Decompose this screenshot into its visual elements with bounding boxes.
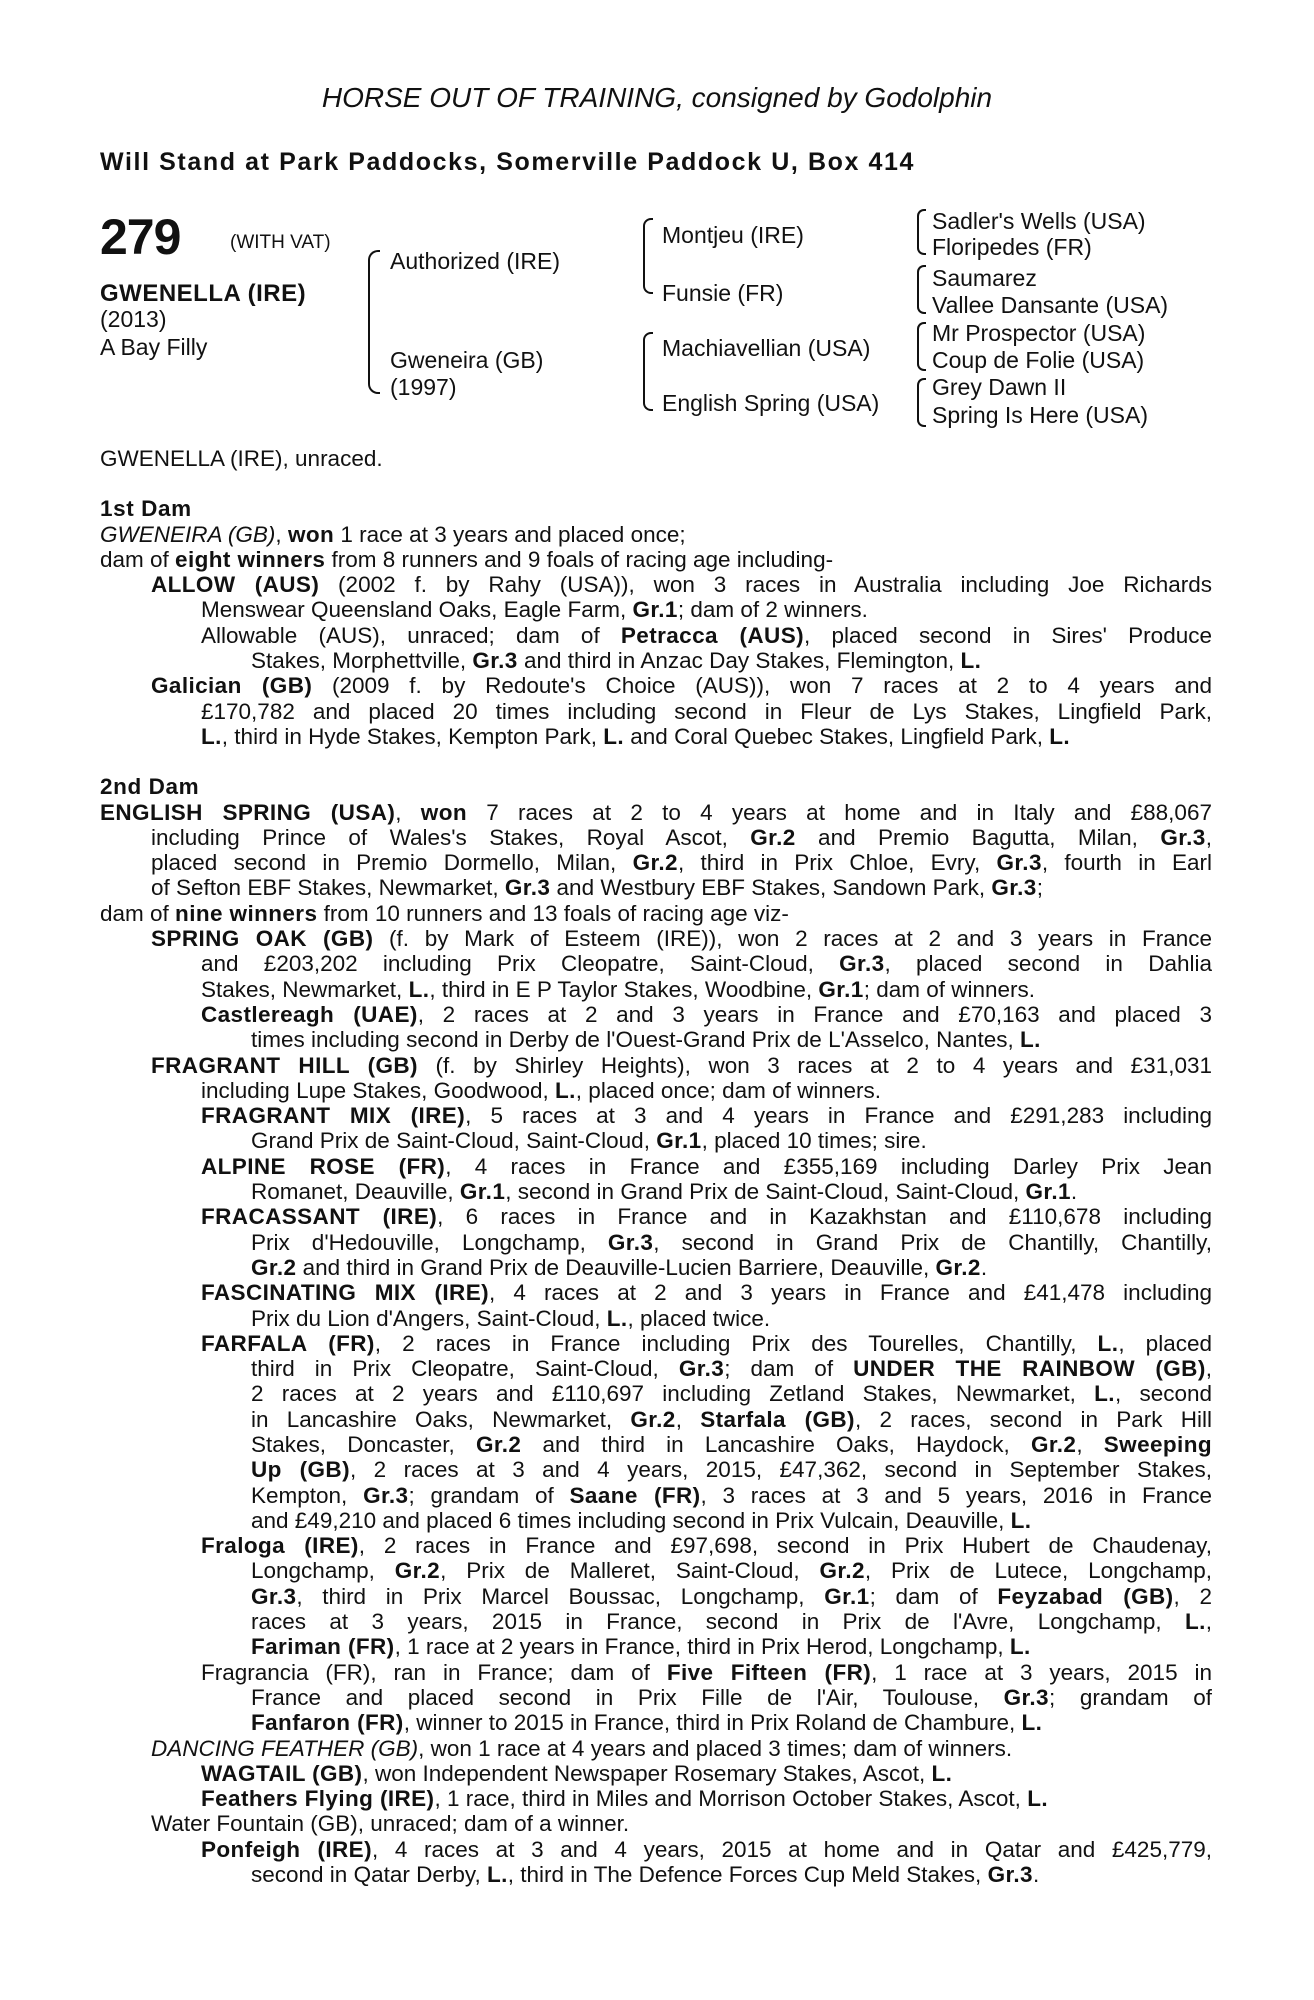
text-line: Longchamp, Gr.2, Prix de Malleret, Saint-Cloud, Gr.2, Prix de Lutece, Longchamp,	[251, 1558, 1212, 1584]
text-line: Stakes, Newmarket, L., third in E P Taylor Stakes, Woodbine, Gr.1; dam of winners.	[201, 976, 1036, 1002]
text-line: L., third in Hyde Stakes, Kempton Park, L. and Coral Quebec Stakes, Lingfield Park, L.	[201, 723, 1071, 749]
pedigree-dam-year: (1997)	[390, 374, 457, 400]
text-line: Gr.2 and third in Grand Prix de Deauville-Lucien Barriere, Deauville, Gr.2.	[251, 1254, 988, 1280]
text-line: Feathers Flying (IRE), 1 race, third in Miles and Morrison October Stakes, Ascot, L.	[201, 1786, 1048, 1812]
first-dam-heading: 1st Dam	[100, 496, 192, 522]
text-line: ALPINE ROSE (FR), 4 races in France and £355,169 including Darley Prix Jean	[201, 1153, 1212, 1179]
text-line: FRACASSANT (IRE), 6 races in France and in Kazakhstan and £110,678 including	[201, 1204, 1212, 1230]
text-line: FRAGRANT MIX (IRE), 5 races at 3 and 4 years in France and £291,283 including	[201, 1103, 1212, 1129]
text-line: dam of eight winners from 8 runners and 9 foals of racing age including-	[100, 546, 834, 572]
catalogue-text	[100, 446, 1212, 1887]
text-line: Up (GB), 2 races at 3 and 4 years, 2015, £47,362, second in September Stakes,	[251, 1457, 1212, 1483]
text-line: Water Fountain (GB), unraced; dam of a winner.	[151, 1811, 630, 1837]
page-title: HORSE OUT OF TRAINING, consigned by Godolphin	[321, 82, 993, 113]
text-line: 2 races at 2 years and £110,697 including Zetland Stakes, Newmarket, L., second	[251, 1381, 1212, 1407]
pedigree-dss: Mr Prospector (USA)	[932, 320, 1146, 346]
horse-name: GWENELLA (IRE)	[100, 280, 307, 307]
text-line: SPRING OAK (GB) (f. by Mark of Esteem (IRE)), won 2 races at 2 and 3 years in France	[151, 926, 1212, 952]
text-line: Ponfeigh (IRE), 4 races at 3 and 4 years, 2015 at home and in Qatar and £425,779,	[201, 1836, 1212, 1862]
text-line: Prix du Lion d'Angers, Saint-Cloud, L., placed twice.	[251, 1305, 771, 1331]
text-line: Romanet, Deauville, Gr.1, second in Grand Prix de Saint-Cloud, Saint-Cloud, Gr.1.	[251, 1179, 1078, 1205]
pedigree-dds: Grey Dawn II	[932, 374, 1067, 400]
text-line: FARFALA (FR), 2 races in France including Prix des Tourelles, Chantilly, L., placed	[201, 1330, 1212, 1356]
text-line: second in Qatar Derby, L., third in The Defence Forces Cup Meld Stakes, Gr.3.	[251, 1862, 1040, 1888]
text-line: ALLOW (AUS) (2002 f. by Rahy (USA)), won 3 races in Australia including Joe Richards	[151, 572, 1212, 598]
text-line: GWENEIRA (GB), won 1 race at 3 years and placed once;	[100, 521, 686, 547]
pedigree-sdd: Vallee Dansante (USA)	[932, 292, 1169, 318]
text-line: third in Prix Cleopatre, Saint-Cloud, Gr.3; dam of UNDER THE RAINBOW (GB),	[251, 1356, 1212, 1382]
pedigree-ssd: Floripedes (FR)	[932, 234, 1092, 260]
vat-note: (WITH VAT)	[230, 232, 331, 253]
text-line: including Prince of Wales's Stakes, Royal Ascot, Gr.2 and Premio Bagutta, Milan, Gr.3,	[151, 824, 1212, 850]
text-line: Allowable (AUS), unraced; dam of Petracca (AUS), placed second in Sires' Produce	[201, 622, 1212, 648]
text-line: of Sefton EBF Stakes, Newmarket, Gr.3 and Westbury EBF Stakes, Sandown Park, Gr.3;	[151, 875, 1043, 901]
foaling-year: (2013)	[100, 306, 167, 332]
text-line: FASCINATING MIX (IRE), 4 races at 2 and 3 years in France and £41,478 including	[201, 1280, 1212, 1306]
text-line: Prix d'Hedouville, Longchamp, Gr.3, second in Grand Prix de Chantilly, Chantilly,	[251, 1229, 1212, 1255]
pedigree-sire-dam: Funsie (FR)	[662, 280, 784, 306]
pedigree-dsd: Coup de Folie (USA)	[932, 347, 1145, 373]
horse-description: A Bay Filly	[100, 334, 208, 360]
pedigree-brace	[917, 209, 926, 255]
text-line: Gr.3, third in Prix Marcel Boussac, Longchamp, Gr.1; dam of Feyzabad (GB), 2	[251, 1583, 1212, 1609]
unraced-line: GWENELLA (IRE), unraced.	[100, 446, 383, 471]
pedigree-brace	[917, 265, 926, 314]
text-line: and £203,202 including Prix Cleopatre, Saint-Cloud, Gr.3, placed second in Dahlia	[201, 951, 1212, 977]
text-line: placed second in Premio Dormello, Milan, Gr.2, third in Prix Chloe, Evry, Gr.3, fourth in Earl	[151, 850, 1212, 876]
pedigree-brace	[643, 218, 653, 294]
pedigree-sss: Sadler's Wells (USA)	[932, 208, 1146, 234]
text-line: FRAGRANT HILL (GB) (f. by Shirley Heights), won 3 races at 2 to 4 years and £31,031	[151, 1052, 1212, 1078]
second-dam-heading: 2nd Dam	[100, 774, 200, 800]
text-line: Grand Prix de Saint-Cloud, Saint-Cloud, Gr.1, placed 10 times; sire.	[251, 1128, 927, 1154]
pedigree-dam: Gweneira (GB)	[390, 347, 544, 373]
pedigree-brace	[917, 378, 926, 427]
pedigree-dam-sire: Machiavellian (USA)	[662, 335, 871, 361]
text-line: times including second in Derby de l'Ouest-Grand Prix de L'Asselco, Nantes, L.	[251, 1027, 1041, 1053]
text-line: Fariman (FR), 1 race at 2 years in France, third in Prix Herod, Longchamp, L.	[251, 1634, 1031, 1660]
text-line: ENGLISH SPRING (USA), won 7 races at 2 to 4 years at home and in Italy and £88,067	[100, 799, 1212, 825]
pedigree-brace	[368, 250, 380, 394]
text-line: Stakes, Doncaster, Gr.2 and third in Lancashire Oaks, Haydock, Gr.2, Sweeping	[251, 1431, 1212, 1457]
text-line: WAGTAIL (GB), won Independent Newspaper Rosemary Stakes, Ascot, L.	[201, 1760, 953, 1786]
pedigree-dam-dam: English Spring (USA)	[662, 390, 880, 416]
text-line: Galician (GB) (2009 f. by Redoute's Choice (AUS)), won 7 races at 2 to 4 years and	[151, 673, 1212, 699]
text-line: Kempton, Gr.3; grandam of Saane (FR), 3 races at 3 and 5 years, 2016 in France	[251, 1482, 1212, 1508]
text-line: £170,782 and placed 20 times including second in Fleur de Lys Stakes, Lingfield Park,	[201, 698, 1212, 724]
text-line: Menswear Queensland Oaks, Eagle Farm, Gr.1; dam of 2 winners.	[201, 597, 868, 623]
pedigree-ddd: Spring Is Here (USA)	[932, 402, 1149, 428]
lot-number: 279	[100, 209, 181, 265]
text-line: Fanfaron (FR), winner to 2015 in France, third in Prix Roland de Chambure, L.	[251, 1710, 1043, 1736]
pedigree-brace	[917, 322, 926, 371]
text-line: Fragrancia (FR), ran in France; dam of Five Fifteen (FR), 1 race at 3 years, 2015 in	[201, 1659, 1212, 1685]
text-line: and £49,210 and placed 6 times including second in Prix Vulcain, Deauville, L.	[251, 1507, 1032, 1533]
stand-location: Will Stand at Park Paddocks, Somerville Paddock U, Box 414	[100, 148, 916, 176]
text-line: Fraloga (IRE), 2 races in France and £97,698, second in Prix Hubert de Chaudenay,	[201, 1533, 1212, 1559]
pedigree-sire: Authorized (IRE)	[390, 248, 561, 274]
text-line: dam of nine winners from 10 runners and 13 foals of racing age viz-	[100, 900, 789, 926]
pedigree-sds: Saumarez	[932, 265, 1037, 291]
text-line: including Lupe Stakes, Goodwood, L., placed once; dam of winners.	[201, 1077, 881, 1103]
text-line: Stakes, Morphettville, Gr.3 and third in Anzac Day Stakes, Flemington, L.	[251, 648, 982, 674]
pedigree-sire-sire: Montjeu (IRE)	[662, 222, 804, 248]
text-line: France and placed second in Prix Fille de l'Air, Toulouse, Gr.3; grandam of	[251, 1684, 1212, 1710]
text-line: races at 3 years, 2015 in France, second in Prix de l'Avre, Longchamp, L.,	[251, 1609, 1212, 1635]
text-line: in Lancashire Oaks, Newmarket, Gr.2, Starfala (GB), 2 races, second in Park Hill	[251, 1406, 1212, 1432]
pedigree-brace	[643, 332, 653, 411]
text-line: DANCING FEATHER (GB), won 1 race at 4 years and placed 3 times; dam of winners.	[151, 1735, 1013, 1761]
text-line: Castlereagh (UAE), 2 races at 2 and 3 years in France and £70,163 and placed 3	[201, 1001, 1212, 1027]
